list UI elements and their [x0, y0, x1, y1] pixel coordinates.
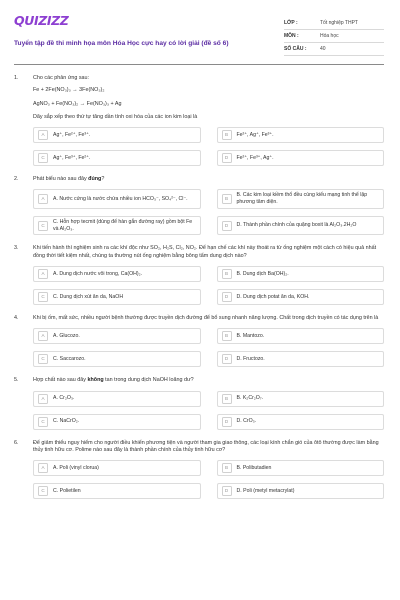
- question-4: [14, 315, 384, 367]
- option-text: Fe²⁺, Ag⁺, Fe³⁺.: [236, 131, 274, 138]
- option-text: B. Mantozo.: [236, 333, 265, 339]
- option-letter: D: [222, 221, 232, 231]
- answer-option-a[interactable]: [33, 391, 201, 407]
- question-prompt: Dãy sắp xếp theo thứ tự tăng dần tính oxi hóa của các ion kim loại là: [33, 113, 198, 120]
- question-number: 4.: [14, 315, 19, 322]
- question-text-post: ?: [101, 176, 105, 183]
- option-text: Ag⁺, Fe²⁺, Fe³⁺.: [53, 131, 91, 138]
- answer-grid: [33, 127, 384, 166]
- question-head: [14, 176, 384, 183]
- option-text: C. Dung dịch xút ăn da, NaOH: [53, 293, 124, 300]
- reaction-2: AgNO₃ + Fe(NO₃)₂ → Fe(NO₃)₃ + Ag: [33, 100, 122, 107]
- question-6: [14, 440, 384, 500]
- question-text: [33, 377, 384, 384]
- meta-value: Hóa học: [320, 32, 339, 39]
- option-letter: B: [222, 394, 232, 404]
- question-head: [14, 377, 384, 384]
- question-2: [14, 176, 384, 235]
- question-number: 3.: [14, 245, 19, 252]
- answer-option-b[interactable]: [217, 391, 385, 407]
- worksheet-title: Tuyển tập đề thi minh họa môn Hóa Học cực hay có lời giải (đề số 6): [14, 39, 229, 47]
- option-text: B. Các kim loại kiềm thổ đều cùng kiểu mạng tinh thể lập phương tâm diện.: [236, 192, 368, 206]
- option-letter: C: [38, 221, 48, 231]
- option-text: A. Nước cứng là nước chứa nhiều ion HCO₃⁻, SO₄²⁻, Cl⁻.: [53, 195, 188, 202]
- quizizz-logo: QUIZIZZ: [14, 13, 69, 28]
- option-letter: B: [222, 130, 232, 140]
- option-text: D. CrO₃.: [236, 418, 257, 425]
- option-text: C. NaCrO₂.: [53, 418, 80, 425]
- answer-option-b[interactable]: [217, 127, 385, 143]
- option-text: C. Saccarozo.: [53, 356, 86, 362]
- question-head: [14, 75, 384, 82]
- worksheet-header: [14, 14, 384, 56]
- answer-option-b[interactable]: [217, 189, 385, 209]
- option-text: C. Polietilen: [53, 487, 81, 494]
- question-number: 1.: [14, 75, 19, 81]
- question-emphasis: không: [87, 377, 104, 384]
- question-number: 6.: [14, 439, 19, 446]
- answer-option-b[interactable]: [217, 460, 385, 476]
- option-letter: B: [222, 331, 232, 341]
- option-text: A. Poli (vinyl clorua): [53, 464, 99, 471]
- answer-grid: [33, 266, 384, 305]
- answer-option-d[interactable]: [217, 150, 385, 166]
- option-text: D. Dung dịch potat ăn da, KOH.: [236, 293, 310, 300]
- option-letter: D: [222, 292, 232, 302]
- option-letter: A: [38, 269, 48, 279]
- meta-key: SỐ CÂU :: [284, 45, 307, 52]
- option-letter: D: [222, 417, 232, 427]
- option-text: Fe²⁺, Fe³⁺, Ag⁺.: [236, 154, 274, 161]
- option-letter: A: [38, 331, 48, 341]
- option-letter: B: [222, 269, 232, 279]
- question-text: [33, 176, 384, 183]
- meta-key: LỚP :: [284, 19, 298, 26]
- meta-table: [284, 17, 384, 56]
- reaction-1: Fe + 2Fe(NO₃)₃ → 3Fe(NO₃)₂: [33, 87, 105, 94]
- option-text: B. Dung dịch Ba(OH)₂.: [236, 270, 289, 277]
- option-text: Ag⁺, Fe³⁺, Fe²⁺.: [53, 154, 91, 161]
- question-emphasis: đúng: [88, 176, 102, 183]
- option-letter: D: [222, 354, 232, 364]
- question-head: [14, 440, 384, 455]
- answer-grid: [33, 460, 384, 499]
- option-text: A. Cr₂O₃.: [53, 395, 75, 402]
- answer-option-d[interactable]: [217, 351, 385, 367]
- meta-value: Tốt nghiệp THPT: [320, 19, 358, 26]
- question-text: Để giảm thiểu nguy hiểm cho người điều khiển phương tiện và người tham gia giao thông, các loại kính chắn gió của ôtô thường được làm bằng thủy tinh hữu cơ. Polime nào sau đây là thành phần chính của thủy tinh hữu cơ?: [33, 439, 379, 453]
- option-text: A. Glucozo.: [53, 333, 80, 339]
- answer-option-c[interactable]: [33, 289, 201, 305]
- question-body: [33, 87, 384, 121]
- question-text: Khi tiến hành thí nghiệm sinh ra các khí độc như SO₂, H₂S, Cl₂, NO₂. Để hạn chế các khí này thoát ra từ ống nghiệm một cách có hiệu quả nhất đồng thời tiết kiệm nhất, chúng ta thường nút ống nghiệm bằng bông tẩm dung dịch nào?: [33, 245, 377, 259]
- meta-row-class: [284, 17, 384, 30]
- meta-row-count: [284, 43, 384, 56]
- option-letter: A: [38, 463, 48, 473]
- question-text-pre: Hợp chất nào sau đây: [33, 377, 88, 384]
- option-letter: C: [38, 486, 48, 496]
- option-text: B. Polibutadien: [236, 464, 272, 471]
- option-letter: A: [38, 194, 48, 204]
- answer-option-a[interactable]: [33, 328, 201, 344]
- question-number: 5.: [14, 377, 19, 384]
- answer-option-a[interactable]: [33, 460, 201, 476]
- answer-option-a[interactable]: [33, 266, 201, 282]
- option-text: D. Thành phần chính của quặng boxit là Al₂O₃.2H₂O: [236, 222, 357, 229]
- answer-option-c[interactable]: [33, 351, 201, 367]
- meta-key: MÔN :: [284, 32, 299, 39]
- question-text-post: tan trong dung dịch NaOH loãng dư?: [103, 377, 194, 384]
- meta-value: 40: [320, 45, 326, 52]
- question-number: 2.: [14, 176, 19, 183]
- option-text: D. Fructozo.: [236, 356, 265, 362]
- answer-option-b[interactable]: [217, 328, 385, 344]
- option-letter: D: [222, 486, 232, 496]
- answer-option-d[interactable]: [217, 216, 385, 236]
- option-letter: C: [38, 292, 48, 302]
- answer-option-c[interactable]: [33, 414, 201, 430]
- question-head: [14, 315, 384, 322]
- question-text: Cho các phản ứng sau:: [33, 75, 90, 81]
- option-text: B. K₂Cr₂O₇.: [236, 395, 264, 402]
- option-letter: A: [38, 130, 48, 140]
- brand-block: [14, 14, 276, 48]
- option-text: A. Dung dịch nước vôi trong, Ca(OH)₂.: [53, 270, 143, 277]
- question-text: Khi bị ốm, mất sức, nhiều người bệnh thường được truyền dịch đường để bổ sung nhanh năng lượng. Chất trong dịch truyền có tác dụng trên là: [33, 315, 379, 322]
- question-1: [14, 75, 384, 166]
- answer-option-a[interactable]: [33, 189, 201, 209]
- header-divider: [14, 64, 384, 65]
- question-3: [14, 245, 384, 305]
- answer-grid: [33, 189, 384, 235]
- question-head: [14, 245, 384, 260]
- option-text: D. Poli (metyl metacrylat): [236, 487, 295, 494]
- answer-option-c[interactable]: [33, 483, 201, 499]
- answer-option-a[interactable]: [33, 127, 201, 143]
- option-letter: B: [222, 463, 232, 473]
- answer-option-b[interactable]: [217, 266, 385, 282]
- option-letter: A: [38, 394, 48, 404]
- option-letter: C: [38, 153, 48, 163]
- answer-grid: [33, 391, 384, 430]
- answer-option-c[interactable]: [33, 150, 201, 166]
- answer-option-d[interactable]: [217, 483, 385, 499]
- option-letter: D: [222, 153, 232, 163]
- option-letter: B: [222, 194, 232, 204]
- answer-grid: [33, 328, 384, 367]
- answer-option-d[interactable]: [217, 289, 385, 305]
- meta-row-subject: [284, 30, 384, 43]
- question-text-pre: Phát biểu nào sau đây: [33, 176, 89, 183]
- question-5: [14, 377, 384, 429]
- option-letter: C: [38, 417, 48, 427]
- answer-option-c[interactable]: [33, 216, 201, 236]
- option-letter: C: [38, 354, 48, 364]
- option-text: C. Hỗn hợp tecmit (dùng để hàn gắn đường ray) gồm bột Fe và Al₂O₃.: [53, 218, 193, 232]
- answer-option-d[interactable]: [217, 414, 385, 430]
